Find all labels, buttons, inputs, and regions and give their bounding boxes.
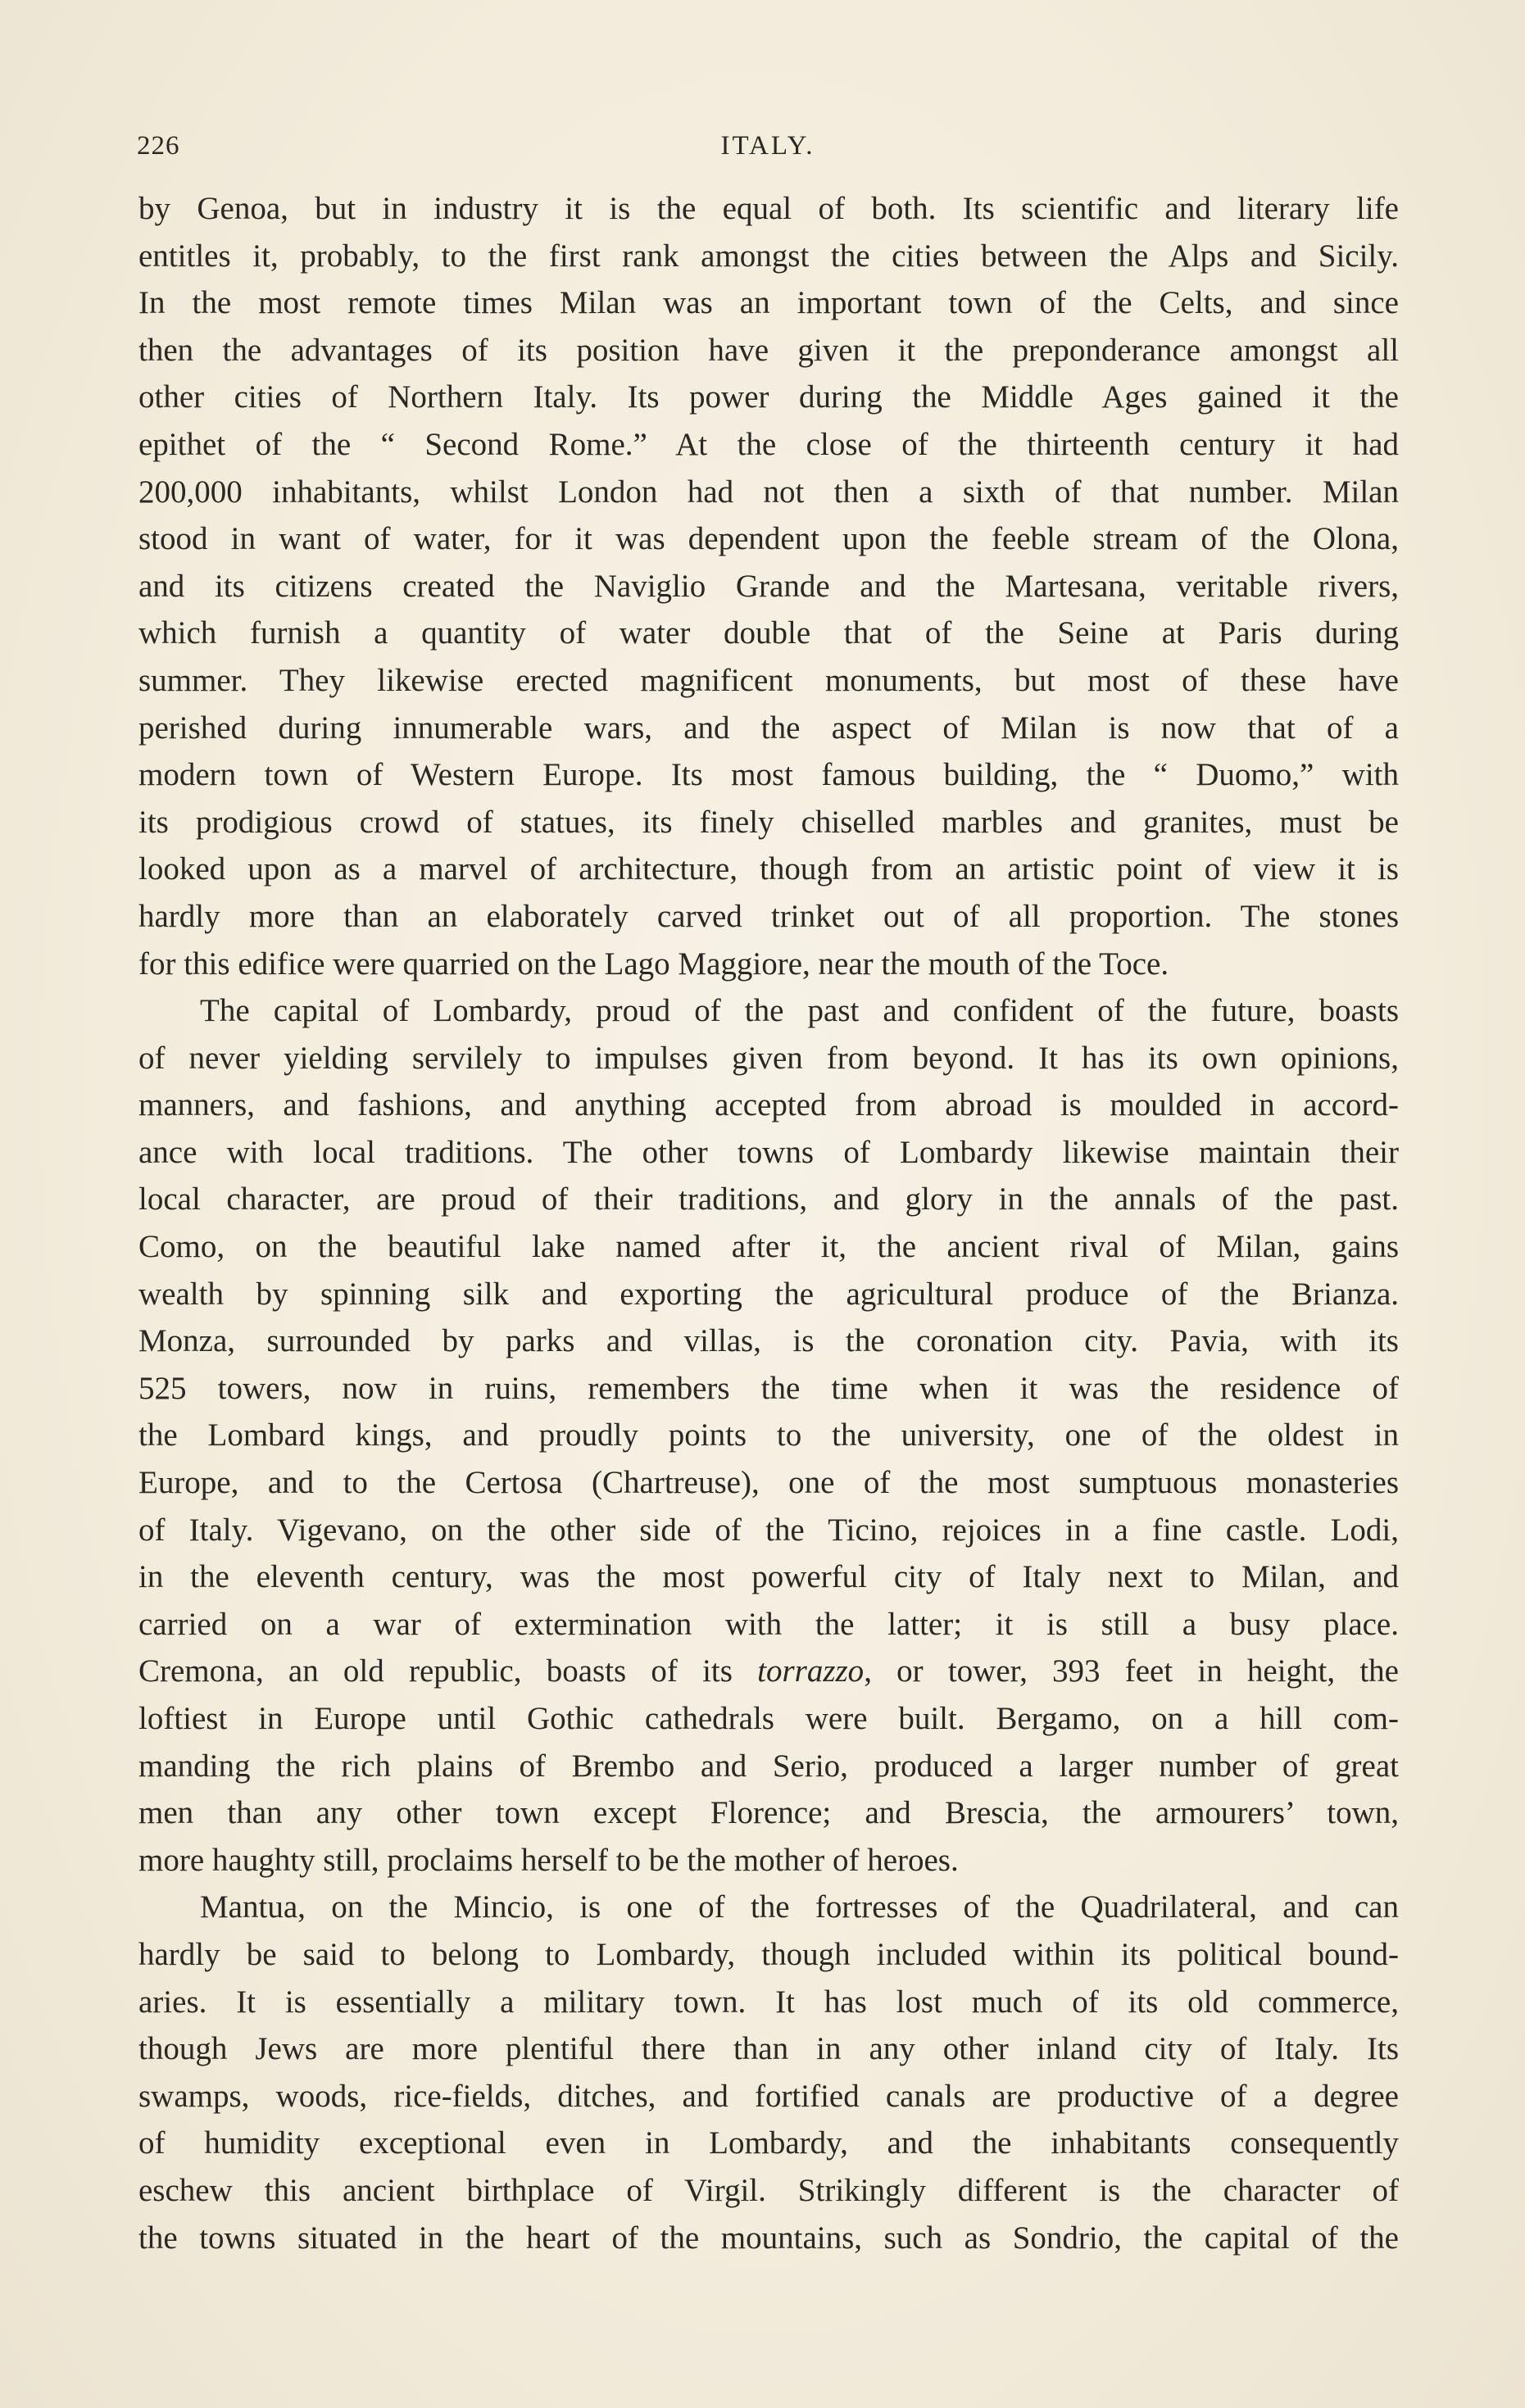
text-line: Mantua, on the Mincio, is one of the fortresses of the Quadrilateral, and can xyxy=(200,1889,1399,1925)
text-line: The capital of Lombardy, proud of the past and confident of the future, boasts xyxy=(200,993,1399,1029)
text-line: of humidity exceptional even in Lombardy, and the inhabitants consequently xyxy=(138,2125,1399,2161)
text-line: manners, and fashions, and anything accepted from abroad is moulded in accord- xyxy=(138,1087,1399,1123)
text-line: stood in want of water, for it was dependent upon the feeble stream of the Olona, xyxy=(138,521,1399,557)
text-line: more haughty still, proclaims herself to be the mother of heroes. xyxy=(138,1842,959,1878)
text-line: looked upon as a marvel of architecture, though from an artistic point of view it is xyxy=(138,851,1399,887)
paragraph xyxy=(138,987,1399,1884)
text-line: and its citizens created the Naviglio Grande and the Martesana, veritable rivers, xyxy=(138,568,1399,604)
text-line: of Italy. Vigevano, on the other side of the Ticino, rejoices in a fine castle. Lodi, xyxy=(138,1512,1399,1548)
text-line: swamps, woods, rice-fields, ditches, and fortified canals are productive of a degree xyxy=(138,2078,1399,2114)
paragraph xyxy=(138,1884,1399,2261)
text-line: Como, on the beautiful lake named after it, the ancient rival of Milan, gains xyxy=(138,1229,1399,1265)
text-line: eschew this ancient birthplace of Virgil. Strikingly different is the character of xyxy=(138,2172,1399,2208)
italic-term: torrazzo xyxy=(757,1653,865,1689)
text-line: 525 towers, now in ruins, remembers the time when it was the residence of xyxy=(138,1370,1399,1406)
text-line: Europe, and to the Certosa (Chartreuse), one of the most sumptuous monasteries xyxy=(138,1465,1399,1501)
text-line: hardly more than an elaborately carved trinket out of all proportion. The stones xyxy=(138,898,1399,934)
text-line: in the eleventh century, was the most powerful city of Italy next to Milan, and xyxy=(138,1559,1399,1595)
text-line: other cities of Northern Italy. Its power during the Middle Ages gained it the xyxy=(138,379,1399,415)
text-line: ance with local traditions. The other towns of Lombardy likewise maintain their xyxy=(138,1134,1399,1170)
running-title: ITALY. xyxy=(720,131,815,161)
page-header xyxy=(137,131,1399,169)
text-line: 200,000 inhabitants, whilst London had not then a sixth of that number. Milan xyxy=(138,474,1399,510)
page-number: 226 xyxy=(137,131,180,161)
text-line: summer. They likewise erected magnificent monuments, but most of these have xyxy=(138,662,1399,698)
text-line: men than any other town except Florence; and Brescia, the armourers’ town, xyxy=(138,1795,1399,1831)
text-line: Monza, surrounded by parks and villas, is the coronation city. Pavia, with its xyxy=(138,1323,1399,1359)
text-line: carried on a war of extermination with the latter; it is still a busy place. xyxy=(138,1606,1399,1642)
text-line: of never yielding servilely to impulses given from beyond. It has its own opinions, xyxy=(138,1040,1399,1076)
text-line: wealth by spinning silk and exporting the agricultural produce of the Brianza. xyxy=(138,1276,1399,1312)
text-line: entitles it, probably, to the first rank amongst the cities between the Alps and Sicily. xyxy=(138,238,1399,274)
text-line: epithet of the “ Second Rome.” At the close of the thirteenth century it had xyxy=(138,426,1399,462)
text-line: local character, are proud of their traditions, and glory in the annals of the past. xyxy=(138,1181,1399,1218)
text-line: the Lombard kings, and proudly points to the university, one of the oldest in xyxy=(138,1417,1399,1453)
text-line: manding the rich plains of Brembo and Serio, produced a larger number of great xyxy=(138,1748,1399,1784)
text-line: Cremona, an old republic, boasts of its torrazzo, or tower, 393 feet in height, the xyxy=(138,1653,1399,1689)
text-line: In the most remote times Milan was an important town of the Celts, and since xyxy=(138,285,1399,321)
text-line: perished during innumerable wars, and the aspect of Milan is now that of a xyxy=(138,710,1399,746)
paragraph xyxy=(138,185,1399,987)
text-line: aries. It is essentially a military town. It has lost much of its old commerce, xyxy=(138,1984,1399,2020)
text-line: the towns situated in the heart of the mountains, such as Sondrio, the capital of the xyxy=(138,2220,1399,2256)
text-line: then the advantages of its position have given it the preponderance amongst all xyxy=(138,332,1399,368)
body-text xyxy=(138,185,1399,2261)
text-line: for this edifice were quarried on the Lago Maggiore, near the mouth of the Toce. xyxy=(138,946,1169,982)
text-line: its prodigious crowd of statues, its finely chiselled marbles and granites, must be xyxy=(138,804,1399,840)
text-line: hardly be said to belong to Lombardy, though included within its political bound- xyxy=(138,1936,1399,1972)
text-line: which furnish a quantity of water double that of the Seine at Paris during xyxy=(138,615,1399,651)
text-line: by Genoa, but in industry it is the equal of both. Its scientific and literary life xyxy=(138,191,1399,226)
text-line: loftiest in Europe until Gothic cathedrals were built. Bergamo, on a hill com- xyxy=(138,1701,1399,1736)
text-line: modern town of Western Europe. Its most famous building, the “ Duomo,” with xyxy=(138,757,1399,793)
text-line: though Jews are more plentiful there than in any other inland city of Italy. Its xyxy=(138,2031,1399,2067)
